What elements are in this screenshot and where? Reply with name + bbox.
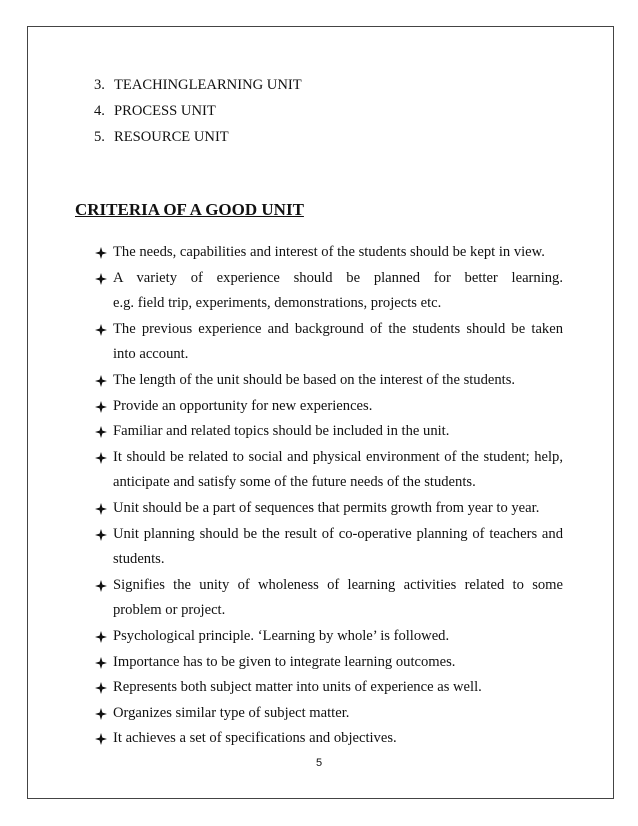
diamond-bullet-icon xyxy=(95,624,109,650)
bullet-text: The length of the unit should be based on the interest of the students. xyxy=(113,371,516,388)
bullet-text: It achieves a set of specifications and objectives. xyxy=(113,730,397,747)
numbered-list xyxy=(94,75,302,153)
diamond-bullet-icon xyxy=(95,419,109,445)
diamond-bullet-icon xyxy=(95,368,109,394)
bullet-item xyxy=(95,573,563,624)
bullet-text-continuation: problem or project. xyxy=(113,602,226,619)
bullet-item xyxy=(95,266,563,317)
item-number: 3. xyxy=(94,77,105,93)
bullet-text: Represents both subject matter into units of experience as well. xyxy=(113,679,482,696)
bullet-text: Signifies the unity of wholeness of learning activities related to some xyxy=(113,576,563,593)
bullet-item xyxy=(95,726,563,752)
bullet-item xyxy=(95,394,563,420)
diamond-bullet-icon xyxy=(95,445,109,471)
bullet-item xyxy=(95,445,563,496)
bullet-text: Familiar and related topics should be included in the unit. xyxy=(113,423,450,440)
bullet-item xyxy=(95,675,563,701)
diamond-bullet-icon xyxy=(95,650,109,676)
bullet-item xyxy=(95,650,563,676)
item-text: RESOURCE UNIT xyxy=(114,129,229,145)
diamond-bullet-icon xyxy=(95,573,109,599)
bullet-item xyxy=(95,317,563,368)
diamond-bullet-icon xyxy=(95,266,109,292)
diamond-bullet-icon xyxy=(95,394,109,420)
page-number: 5 xyxy=(315,757,323,769)
bullet-text: Unit should be a part of sequences that permits growth from year to year. xyxy=(113,499,540,516)
item-number: 5. xyxy=(94,129,105,145)
numbered-item xyxy=(94,75,302,101)
bullet-list xyxy=(95,240,563,752)
bullet-item xyxy=(95,624,563,650)
bullet-item xyxy=(95,240,563,266)
diamond-bullet-icon xyxy=(95,522,109,548)
bullet-text: Importance has to be given to integrate learning outcomes. xyxy=(113,653,456,670)
bullet-text: Unit planning should be the result of co-operative planning of teachers and xyxy=(113,525,563,542)
numbered-item xyxy=(94,101,302,127)
diamond-bullet-icon xyxy=(95,240,109,266)
diamond-bullet-icon xyxy=(95,317,109,343)
bullet-text: The needs, capabilities and interest of the students should be kept in view. xyxy=(113,244,545,260)
item-text: TEACHINGLEARNING UNIT xyxy=(114,77,302,93)
bullet-item xyxy=(95,701,563,727)
bullet-text-continuation: students. xyxy=(113,551,165,568)
numbered-item xyxy=(94,127,302,153)
bullet-text: Organizes similar type of subject matter. xyxy=(113,704,350,721)
bullet-text-continuation: e.g. field trip, experiments, demonstrations, projects etc. xyxy=(113,295,442,312)
bullet-item xyxy=(95,496,563,522)
bullet-item xyxy=(95,522,563,573)
section-heading: CRITERIA OF A GOOD UNIT xyxy=(75,200,304,219)
diamond-bullet-icon xyxy=(95,726,109,752)
bullet-text: Psychological principle. ‘Learning by whole’ is followed. xyxy=(113,627,450,644)
diamond-bullet-icon xyxy=(95,675,109,701)
bullet-text: It should be related to social and physical environment of the student; help, xyxy=(113,448,563,465)
bullet-text-continuation: into account. xyxy=(113,346,189,363)
item-text: PROCESS UNIT xyxy=(114,103,216,119)
bullet-text: Provide an opportunity for new experiences. xyxy=(113,397,373,414)
bullet-text-continuation: anticipate and satisfy some of the future needs of the students. xyxy=(113,474,476,491)
bullet-item xyxy=(95,419,563,445)
item-number: 4. xyxy=(94,103,105,119)
bullet-text: A variety of experience should be planned for better learning. xyxy=(113,269,563,286)
diamond-bullet-icon xyxy=(95,496,109,522)
bullet-text: The previous experience and background of the students should be taken xyxy=(113,320,563,337)
diamond-bullet-icon xyxy=(95,701,109,727)
bullet-item xyxy=(95,368,563,394)
